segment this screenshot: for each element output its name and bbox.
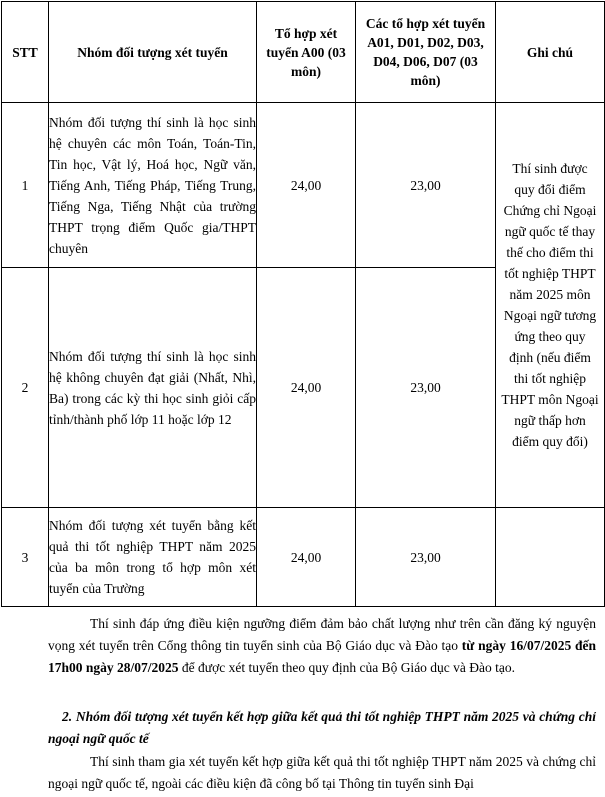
header-group: Nhóm đối tượng xét tuyển bbox=[49, 2, 257, 103]
registration-paragraph bbox=[48, 613, 596, 679]
row-a00-score: 24,00 bbox=[257, 508, 356, 607]
table-header-row bbox=[2, 2, 605, 103]
header-stt: STT bbox=[2, 2, 49, 103]
row-other-score: 23,00 bbox=[356, 268, 496, 508]
row-group: Nhóm đối tượng thí sinh là học sinh hệ không chuyên đạt giải (Nhất, Nhì, Ba) trong các kỳ thi học sinh giỏi cấp tỉnh/thành phố lớp 11 hoặc lớp 12 bbox=[49, 268, 257, 508]
row-other-score: 23,00 bbox=[356, 103, 496, 268]
row-stt: 3 bbox=[2, 508, 49, 607]
registration-period: từ ngày 16/07/2025 đến 17h00 ngày 28/07/2025 bbox=[48, 638, 596, 675]
admission-score-table bbox=[1, 1, 605, 607]
section-2-paragraph: Thí sinh tham gia xét tuyển kết hợp giữa kết quả thi tốt nghiệp THPT năm 2025 và chứng chỉ ngoại ngữ quốc tế, ngoài các điều kiện đã công bố tại Thông tin tuyển sinh Đại bbox=[48, 754, 596, 791]
header-note: Ghi chú bbox=[496, 2, 605, 103]
row-group: Nhóm đối tượng xét tuyển bằng kết quả thi tốt nghiệp THPT năm 2025 của ba môn trong tổ hợp môn xét tuyển của Trường bbox=[49, 508, 257, 607]
empty-note-cell bbox=[496, 508, 605, 607]
row-stt: 2 bbox=[2, 268, 49, 508]
row-stt: 1 bbox=[2, 103, 49, 268]
table-row bbox=[2, 508, 605, 607]
section-2-heading: 2. Nhóm đối tượng xét tuyển kết hợp giữa kết quả thi tốt nghiệp THPT năm 2025 và chứng chỉ ngoại ngữ quốc tế bbox=[48, 709, 596, 746]
row-a00-score: 24,00 bbox=[257, 268, 356, 508]
header-a00: Tổ hợp xét tuyển A00 (03 môn) bbox=[257, 2, 356, 103]
paragraph-text-after: để được xét tuyển theo quy định của Bộ Giáo dục và Đào tạo. bbox=[178, 660, 516, 675]
paragraph-text-before: Thí sinh đáp ứng điều kiện ngưỡng điểm đảm bảo chất lượng như trên cần đăng ký nguyện vọng xét tuyển trên Cổng thông tin tuyển sinh của Bộ Giáo dục và Đào tạo bbox=[48, 616, 596, 653]
row-group: Nhóm đối tượng thí sinh là học sinh hệ chuyên các môn Toán, Toán-Tin, Tin học, Vật lý, Hoá học, Ngữ văn, Tiếng Anh, Tiếng Pháp, Tiếng Trung, Tiếng Nga, Tiếng Nhật của trường THPT trọng điểm Quốc gia/THPT chuyên bbox=[49, 103, 257, 268]
header-other-combos: Các tổ hợp xét tuyển A01, D01, D02, D03, D04, D06, D07 (03 môn) bbox=[356, 2, 496, 103]
note-cell: Thí sinh được quy đổi điểm Chứng chỉ Ngoại ngữ quốc tế thay thế cho điểm thi tốt nghiệp THPT năm 2025 môn Ngoại ngữ tương ứng theo quy định (nếu điểm thi tốt nghiệp THPT môn Ngoại ngữ thấp hơn điểm quy đổi) bbox=[496, 103, 605, 508]
row-other-score: 23,00 bbox=[356, 508, 496, 607]
row-a00-score: 24,00 bbox=[257, 103, 356, 268]
table-row bbox=[2, 103, 605, 268]
